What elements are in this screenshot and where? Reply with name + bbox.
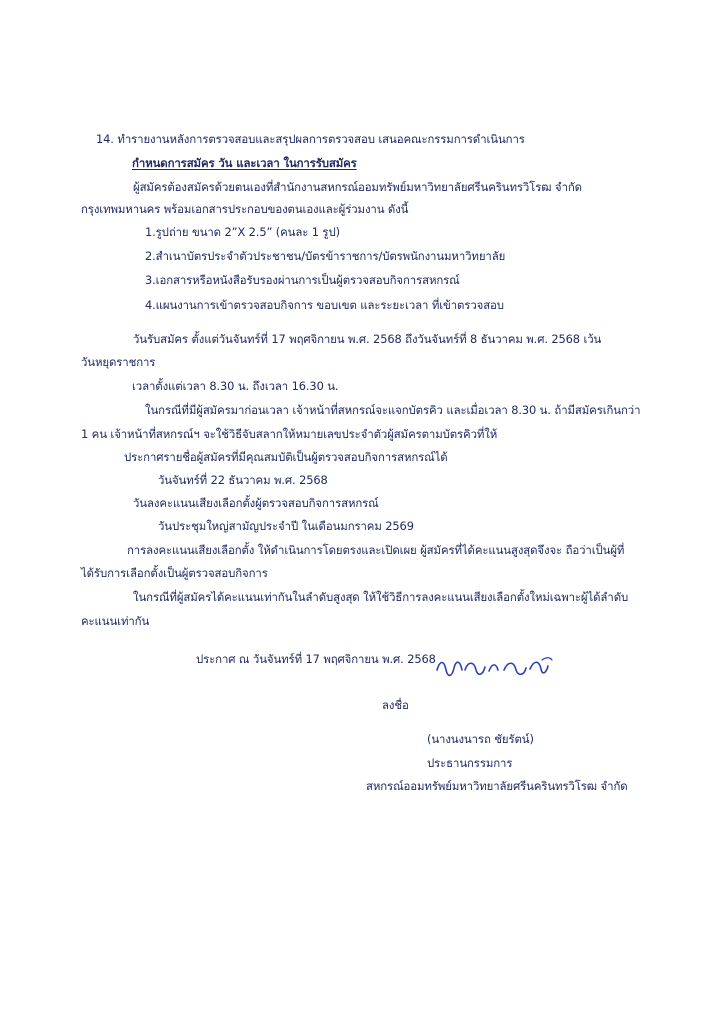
intro-line-1: ผู้สมัครต้องสมัครด้วยตนเองที่สำนักงานสหกรณ์ออมทรัพย์มหาวิทยาลัยศรีนครินทรวิโรฒ จำกัด — [133, 180, 582, 194]
handwritten-signature — [432, 652, 554, 682]
announce-date: วันจันทร์ที่ 22 ธันวาคม พ.ศ. 2568 — [158, 473, 328, 487]
tie-line-2: คะแนนเท่ากัน — [81, 614, 150, 628]
vote-method-line-1: การลงคะแนนเสียงเลือกตั้ง ให้ดำเนินการโดยตรงและเปิดเผย ผู้สมัครที่ได้คะแนนสูงสุดจึงจะ ถือว่าเป็นผู้ที่ — [127, 543, 625, 557]
queue-line-2: 1 คน เจ้าหน้าที่สหกรณ์ฯ จะใช้วิธีจับสลากให้หมายเลขประจำตัวผู้สมัครตามบัตรคิวที่ให้ — [81, 427, 498, 441]
subheading: กำหนดการสมัคร วัน และเวลา ในการรับสมัคร — [132, 156, 357, 170]
vote-date: วันประชุมใหญ่สามัญประจำปี ในเดือนมกราคม 2569 — [158, 519, 414, 533]
application-period-line-2: วันหยุดราชการ — [81, 355, 156, 369]
announce-label: ประกาศรายชื่อผู้สมัครที่มีคุณสมบัติเป็นผู้ตรวจสอบกิจการสหกรณ์ได้ — [124, 450, 448, 464]
queue-line-1: ในกรณีที่มีผู้สมัครมาก่อนเวลา เจ้าหน้าที่สหกรณ์จะแจกบัตรคิว และเมื่อเวลา 8.30 น. ถ้ามีสมัครเกินกว่า — [145, 403, 641, 417]
announced-on: ประกาศ ณ วันจันทร์ที่ 17 พฤศจิกายน พ.ศ. 2568 — [196, 652, 436, 666]
list-item: 3.เอกสารหรือหนังสือรับรองผ่านการเป็นผู้ตรวจสอบกิจการสหกรณ์ — [145, 273, 460, 287]
list-item: 4.แผนงานการเข้าตรวจสอบกิจการ ขอบเขต และระยะเวลา ที่เข้าตรวจสอบ — [145, 298, 504, 312]
time-line: เวลาตั้งแต่เวลา 8.30 น. ถึงเวลา 16.30 น. — [132, 379, 339, 393]
signer-name: (นางนงนารถ ชัยรัตน์) — [427, 732, 534, 746]
vote-label: วันลงคะแนนเสียงเลือกตั้งผู้ตรวจสอบกิจการสหกรณ์ — [133, 496, 379, 510]
sign-label: ลงชื่อ — [382, 698, 409, 712]
vote-method-line-2: ได้รับการเลือกตั้งเป็นผู้ตรวจสอบกิจการ — [81, 566, 268, 580]
tie-line-1: ในกรณีที่ผู้สมัครได้คะแนนเท่ากันในลำดับสูงสุด ให้ใช้วิธีการลงคะแนนเสียงเลือกตั้งใหม่เฉพาะผู้ได้ลำดับ — [133, 590, 629, 604]
section-heading: 14. ทำรายงานหลังการตรวจสอบและสรุปผลการตรวจสอบ เสนอคณะกรรมการดำเนินการ — [96, 132, 525, 146]
organization: สหกรณ์ออมทรัพย์มหาวิทยาลัยศรีนครินทรวิโรฒ จำกัด — [366, 779, 628, 793]
application-period-line-1: วันรับสมัคร ตั้งแต่วันจันทร์ที่ 17 พฤศจิกายน พ.ศ. 2568 ถึงวันจันทร์ที่ 8 ธันวาคม พ.ศ. 2568 เว้น — [133, 332, 602, 346]
list-item: 1.รูปถ่าย ขนาด 2”X 2.5” (คนละ 1 รูป) — [145, 225, 340, 239]
signer-title: ประธานกรรมการ — [427, 756, 513, 770]
intro-line-2: กรุงเทพมหานคร พร้อมเอกสารประกอบของตนเองและผู้ร่วมงาน ดังนี้ — [81, 202, 409, 216]
list-item: 2.สำเนาบัตรประจำตัวประชาชน/บัตรข้าราชการ/บัตรพนักงานมหาวิทยาลัย — [145, 249, 506, 263]
